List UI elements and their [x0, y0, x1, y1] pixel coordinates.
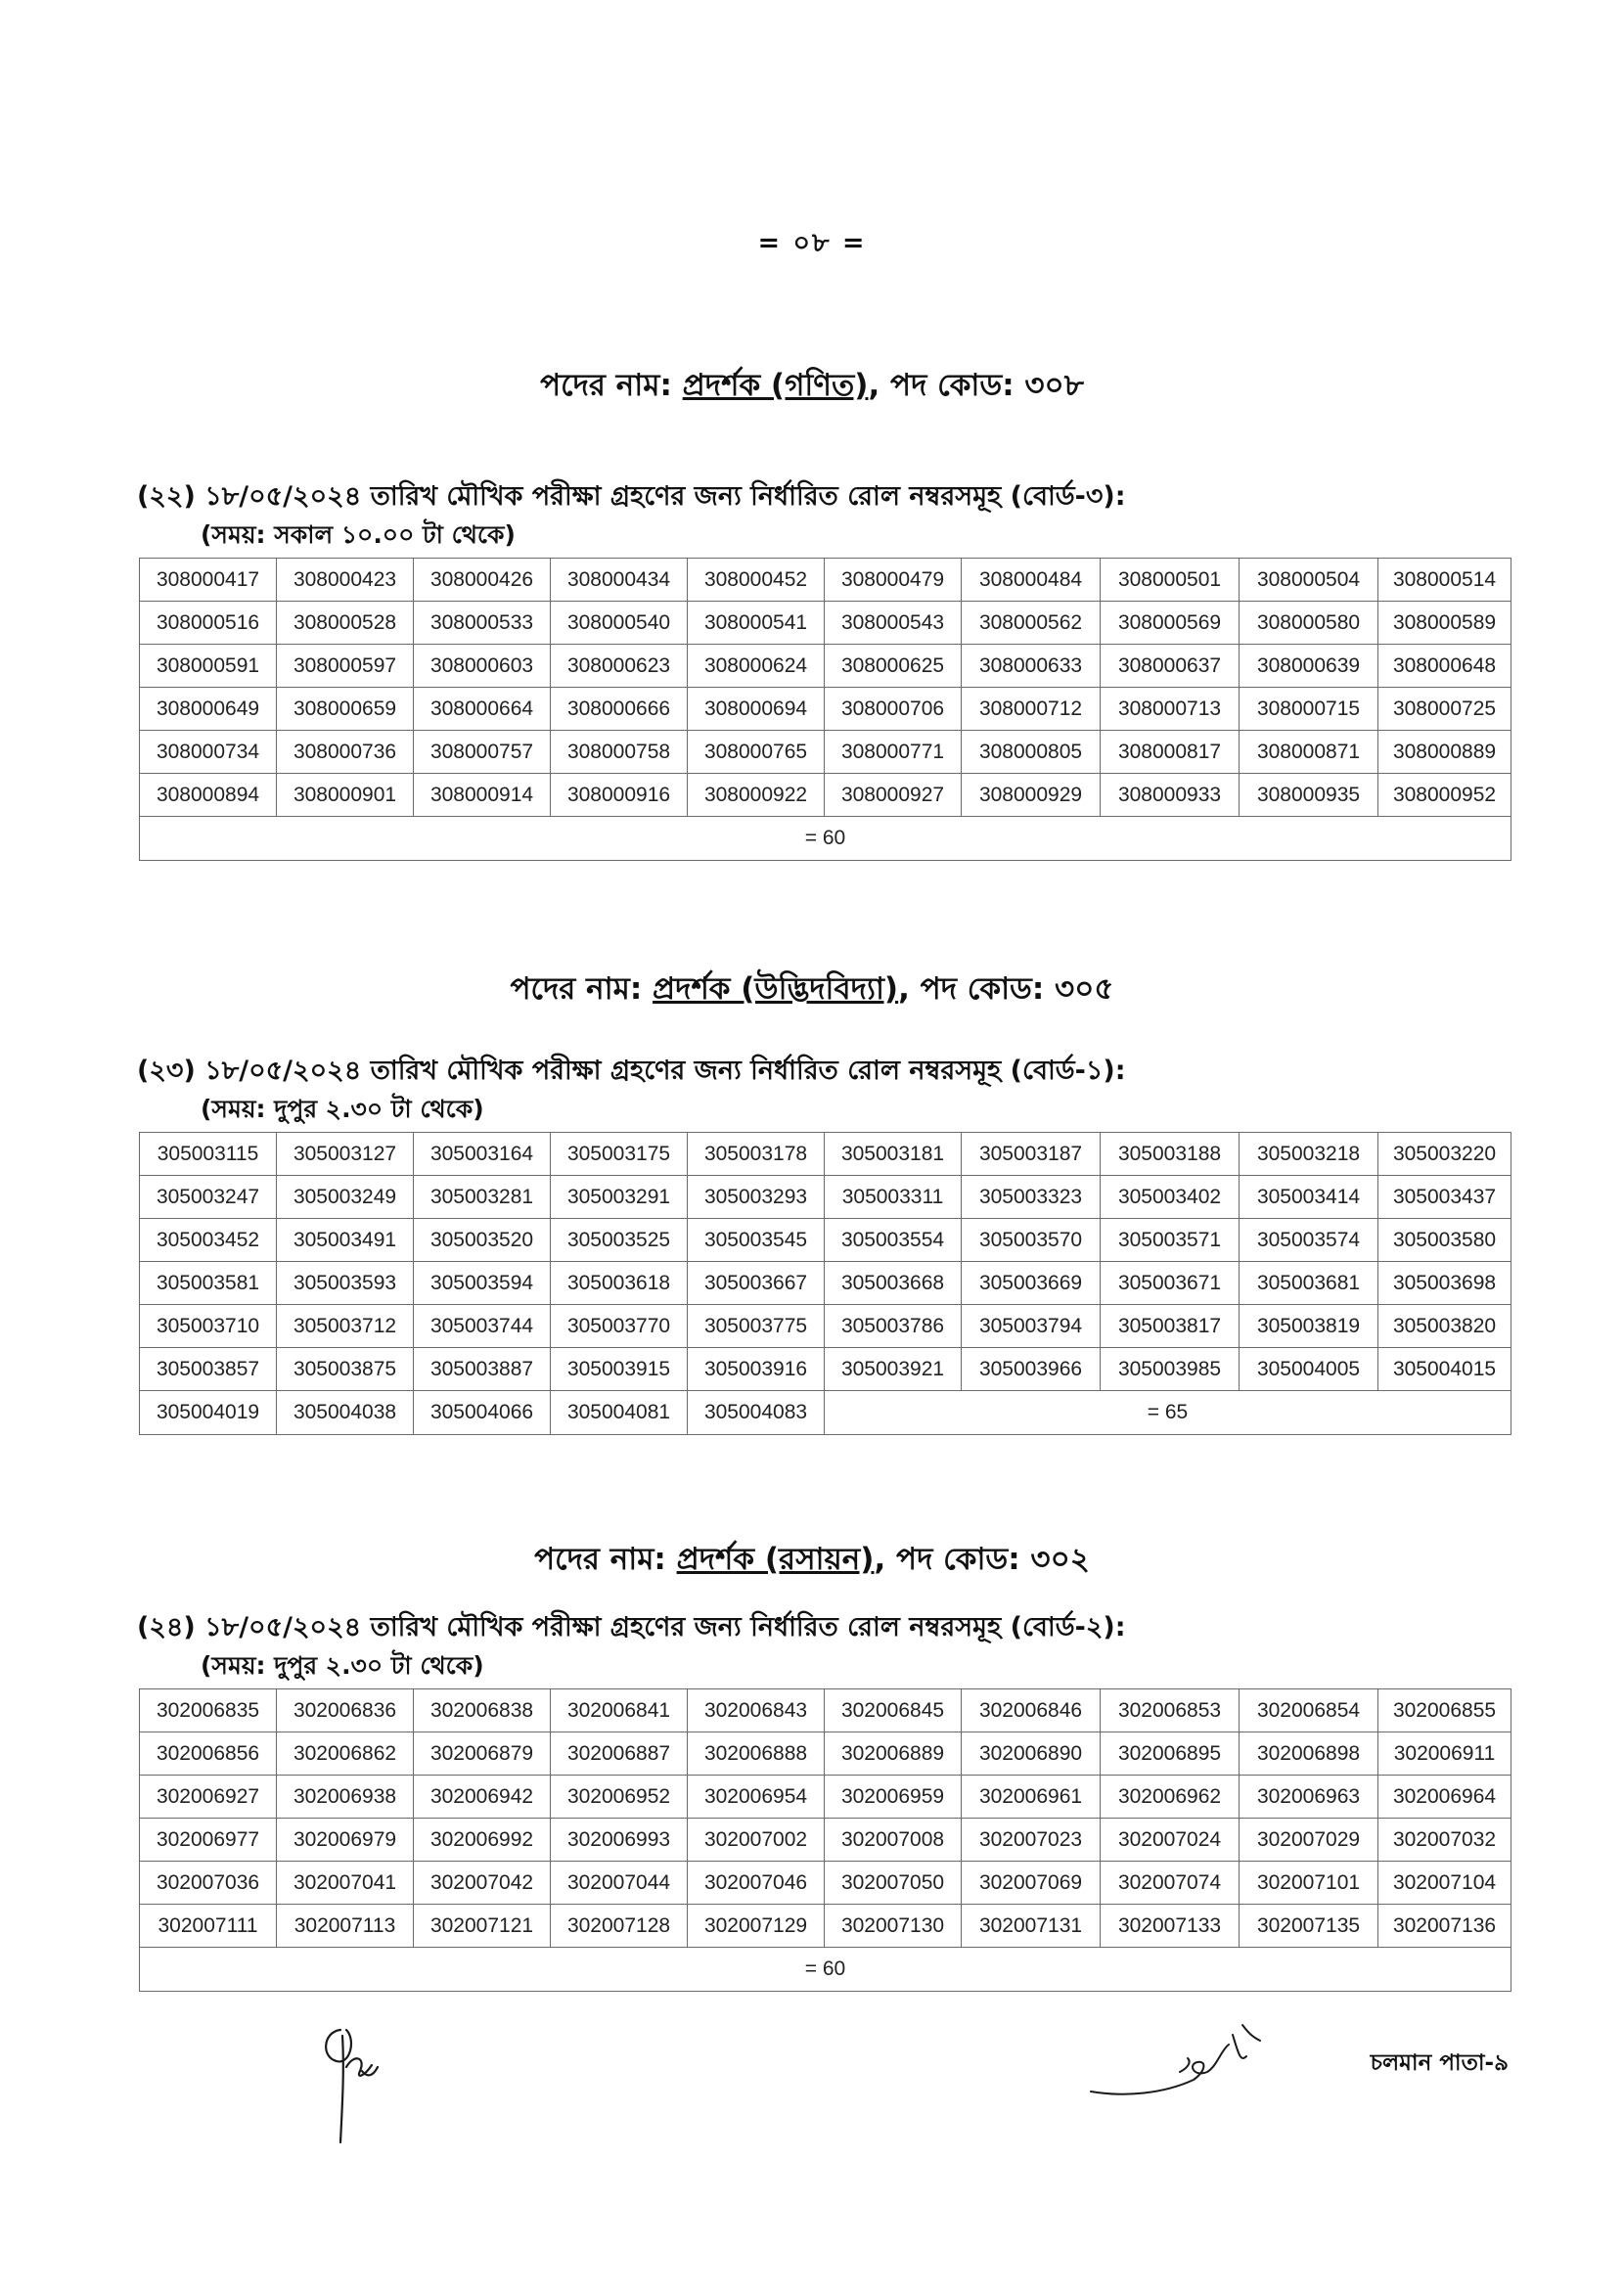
roll-number-cell: 302007029	[1240, 1819, 1378, 1862]
roll-number-cell: 302006895	[1101, 1732, 1240, 1776]
roll-number-cell: 302006889	[825, 1732, 962, 1776]
roll-number-cell: 305003181	[825, 1133, 962, 1176]
roll-number-cell: 308000623	[551, 645, 688, 688]
roll-number-cell: 302006887	[551, 1732, 688, 1776]
post-name: প্রদর্শক (রসায়ন)	[676, 1542, 875, 1577]
roll-number-cell: 302007074	[1101, 1862, 1240, 1905]
roll-number-cell: 308000715	[1240, 688, 1378, 731]
roll-number-cell: 308000540	[551, 602, 688, 645]
roll-number-cell: 308000935	[1240, 774, 1378, 817]
table-row	[140, 559, 1511, 602]
roll-number-cell: 302006846	[962, 1689, 1101, 1732]
roll-number-cell: 308000927	[825, 774, 962, 817]
roll-number-cell: 305003293	[688, 1176, 825, 1219]
roll-number-cell: 302007069	[962, 1862, 1101, 1905]
roll-number-cell: 305003887	[414, 1348, 551, 1391]
roll-number-cell: 308000706	[825, 688, 962, 731]
roll-number-cell: 305003667	[688, 1262, 825, 1305]
roll-number-cell: 305003437	[1378, 1176, 1511, 1219]
post-name: প্রদর্শক (উদ্ভিদবিদ্যা)	[653, 971, 899, 1007]
section-title: (২৪) ১৮/০৫/২০২৪ তারিখ মৌখিক পরীক্ষা গ্রহণের জন্য নির্ধারিত রোল নম্বরসমূহ (বোর্ড-২):	[137, 1612, 1126, 1642]
roll-number-cell: 302007046	[688, 1862, 825, 1905]
roll-number-cell: 305003966	[962, 1348, 1101, 1391]
roll-number-cell: 302006962	[1101, 1776, 1240, 1819]
roll-number-cell: 305003581	[140, 1262, 277, 1305]
roll-number-cell: 302006838	[414, 1689, 551, 1732]
roll-number-cell: 305003744	[414, 1305, 551, 1348]
roll-number-cell: 305003178	[688, 1133, 825, 1176]
roll-number-cell: 308000666	[551, 688, 688, 731]
heading-suffix: , পদ কোড: ৩০২	[874, 1542, 1090, 1577]
roll-number-cell: 305003175	[551, 1133, 688, 1176]
roll-number-cell: 308000633	[962, 645, 1101, 688]
section-title: (২২) ১৮/০৫/২০২৪ তারিখ মৌখিক পরীক্ষা গ্রহণের জন্য নির্ধারিত রোল নম্বরসমূহ (বোর্ড-৩):	[137, 481, 1126, 512]
roll-number-cell: 308000929	[962, 774, 1101, 817]
roll-number-cell: 308000725	[1378, 688, 1511, 731]
signature-right	[1086, 2015, 1272, 2103]
roll-number-cell: 302007042	[414, 1862, 551, 1905]
roll-number-cell: 308000479	[825, 559, 962, 602]
roll-number-cell: 308000713	[1101, 688, 1240, 731]
roll-number-cell: 305003115	[140, 1133, 277, 1176]
roll-number-cell: 308000933	[1101, 774, 1240, 817]
roll-number-cell: 308000562	[962, 602, 1101, 645]
roll-number-cell: 308000694	[688, 688, 825, 731]
roll-number-cell: 302007136	[1378, 1905, 1511, 1948]
roll-number-cell: 308000736	[277, 731, 414, 774]
roll-number-cell: 305003127	[277, 1133, 414, 1176]
roll-number-cell: 305003491	[277, 1219, 414, 1262]
roll-number-cell: 302006879	[414, 1732, 551, 1776]
heading-prefix: পদের নাম:	[510, 971, 654, 1007]
table-row	[140, 1905, 1511, 1948]
roll-number-cell: 305003770	[551, 1305, 688, 1348]
roll-number-cell: 308000603	[414, 645, 551, 688]
roll-number-cell: 305003698	[1378, 1262, 1511, 1305]
roll-number-cell: 308000591	[140, 645, 277, 688]
roll-number-cell: 302006927	[140, 1776, 277, 1819]
post-heading	[0, 1536, 1624, 1587]
roll-number-cell: 302006862	[277, 1732, 414, 1776]
roll-number-cell: 305003247	[140, 1176, 277, 1219]
heading-suffix: , পদ কোড: ৩০৮	[868, 368, 1084, 403]
roll-number-cell: 308000922	[688, 774, 825, 817]
roll-number-cell: 305003580	[1378, 1219, 1511, 1262]
roll-number-cell: 302006836	[277, 1689, 414, 1732]
roll-number-cell: 305003402	[1101, 1176, 1240, 1219]
roll-number-cell: 302006835	[140, 1689, 277, 1732]
heading-prefix: পদের নাম:	[540, 368, 683, 403]
roll-number-cell: 302007002	[688, 1819, 825, 1862]
roll-number-cell: 302006954	[688, 1776, 825, 1819]
roll-number-cell: 308000734	[140, 731, 277, 774]
section-time: (সময়: দুপুর ২.৩০ টা থেকে)	[201, 1651, 484, 1680]
table-row	[140, 1133, 1511, 1176]
roll-number-cell: 302006853	[1101, 1689, 1240, 1732]
roll-number-cell: 305003571	[1101, 1219, 1240, 1262]
roll-number-cell: 302007131	[962, 1905, 1101, 1948]
roll-number-cell: 302007133	[1101, 1905, 1240, 1948]
roll-number-cell: 305003593	[277, 1262, 414, 1305]
roll-number-cell: 302006959	[825, 1776, 962, 1819]
roll-number-cell: 305003668	[825, 1262, 962, 1305]
roll-number-table	[139, 1688, 1511, 1992]
roll-number-cell: 305004083	[688, 1391, 825, 1435]
roll-number-table	[139, 1132, 1511, 1435]
table-row	[140, 1219, 1511, 1262]
roll-number-cell: 308000514	[1378, 559, 1511, 602]
roll-number-cell: 302007129	[688, 1905, 825, 1948]
roll-number-cell: 302007023	[962, 1819, 1101, 1862]
roll-number-cell: 305003915	[551, 1348, 688, 1391]
heading-suffix: , পদ কোড: ৩০৫	[898, 971, 1114, 1007]
roll-number-cell: 302007036	[140, 1862, 277, 1905]
roll-number-cell: 308000501	[1101, 559, 1240, 602]
roll-number-cell: 308000597	[277, 645, 414, 688]
roll-number-cell: 305003669	[962, 1262, 1101, 1305]
table-row	[140, 1348, 1511, 1391]
roll-number-cell: 305003985	[1101, 1348, 1240, 1391]
roll-number-cell: 302006856	[140, 1732, 277, 1776]
roll-number-table	[139, 558, 1511, 861]
roll-number-cell: 308000712	[962, 688, 1101, 731]
roll-number-cell: 308000659	[277, 688, 414, 731]
roll-number-cell: 305003249	[277, 1176, 414, 1219]
roll-number-cell: 302007050	[825, 1862, 962, 1905]
section-title: (২৩) ১৮/০৫/২০২৪ তারিখ মৌখিক পরীক্ষা গ্রহণের জন্য নির্ধারিত রোল নম্বরসমূহ (বোর্ড-১):	[137, 1056, 1126, 1086]
roll-number-cell: 305003857	[140, 1348, 277, 1391]
roll-number-cell: 305003681	[1240, 1262, 1378, 1305]
roll-number-cell: 302006992	[414, 1819, 551, 1862]
roll-number-cell: 308000452	[688, 559, 825, 602]
table-total-row	[140, 1948, 1511, 1992]
roll-number-cell: 302007113	[277, 1905, 414, 1948]
table-row	[140, 688, 1511, 731]
roll-number-cell: 305003281	[414, 1176, 551, 1219]
roll-number-cell: 308000916	[551, 774, 688, 817]
roll-number-cell: 305003786	[825, 1305, 962, 1348]
roll-number-cell: 302007121	[414, 1905, 551, 1948]
roll-number-cell: 305003618	[551, 1262, 688, 1305]
total-count: = 60	[140, 817, 1511, 861]
roll-number-cell: 308000805	[962, 731, 1101, 774]
roll-number-cell: 305003594	[414, 1262, 551, 1305]
post-heading	[0, 362, 1624, 413]
roll-number-cell: 308000765	[688, 731, 825, 774]
roll-number-cell: 305003220	[1378, 1133, 1511, 1176]
roll-number-cell: 308000541	[688, 602, 825, 645]
roll-number-cell: 305003545	[688, 1219, 825, 1262]
table-row	[140, 1732, 1511, 1776]
roll-number-cell: 305003187	[962, 1133, 1101, 1176]
roll-number-cell: 308000426	[414, 559, 551, 602]
roll-number-cell: 302007111	[140, 1905, 277, 1948]
roll-number-cell: 305003452	[140, 1219, 277, 1262]
table-row	[140, 1262, 1511, 1305]
roll-number-cell: 308000516	[140, 602, 277, 645]
roll-number-cell: 308000649	[140, 688, 277, 731]
roll-number-cell: 305003875	[277, 1348, 414, 1391]
roll-number-cell: 305003570	[962, 1219, 1101, 1262]
roll-number-cell: 305004015	[1378, 1348, 1511, 1391]
roll-number-cell: 308000914	[414, 774, 551, 817]
roll-number-cell: 302007008	[825, 1819, 962, 1862]
roll-number-cell: 308000757	[414, 731, 551, 774]
roll-number-cell: 305003817	[1101, 1305, 1240, 1348]
table-row	[140, 1689, 1511, 1732]
roll-number-cell: 302006961	[962, 1776, 1101, 1819]
table-row	[140, 1819, 1511, 1862]
roll-number-cell: 305003554	[825, 1219, 962, 1262]
roll-number-cell: 302007104	[1378, 1862, 1511, 1905]
roll-number-cell: 302006993	[551, 1819, 688, 1862]
roll-number-cell: 305003712	[277, 1305, 414, 1348]
roll-number-cell: 305004038	[277, 1391, 414, 1435]
table-row	[140, 1862, 1511, 1905]
roll-number-cell: 305003520	[414, 1219, 551, 1262]
roll-number-cell: 302007101	[1240, 1862, 1378, 1905]
table-row	[140, 774, 1511, 817]
table-row	[140, 1776, 1511, 1819]
roll-number-cell: 308000901	[277, 774, 414, 817]
roll-number-cell: 302006888	[688, 1732, 825, 1776]
roll-number-cell: 305003164	[414, 1133, 551, 1176]
roll-number-cell: 308000569	[1101, 602, 1240, 645]
table-row	[140, 602, 1511, 645]
roll-number-cell: 302006843	[688, 1689, 825, 1732]
roll-number-cell: 308000639	[1240, 645, 1378, 688]
roll-number-cell: 308000484	[962, 559, 1101, 602]
continue-label: চলমান পাতা-৯	[1370, 2050, 1509, 2076]
roll-number-cell: 308000423	[277, 559, 414, 602]
roll-number-cell: 308000580	[1240, 602, 1378, 645]
table-row	[140, 1305, 1511, 1348]
post-name: প্রদর্শক (গণিত)	[682, 368, 869, 403]
post-heading	[0, 966, 1624, 1016]
roll-number-cell: 308000533	[414, 602, 551, 645]
roll-number-cell: 308000624	[688, 645, 825, 688]
roll-number-cell: 308000817	[1101, 731, 1240, 774]
roll-number-cell: 308000504	[1240, 559, 1378, 602]
roll-number-cell: 302006963	[1240, 1776, 1378, 1819]
roll-number-cell: 308000528	[277, 602, 414, 645]
roll-number-cell: 305003916	[688, 1348, 825, 1391]
roll-number-cell: 308000589	[1378, 602, 1511, 645]
roll-number-cell: 308000417	[140, 559, 277, 602]
roll-number-cell: 305004066	[414, 1391, 551, 1435]
roll-number-cell: 302006855	[1378, 1689, 1511, 1732]
roll-number-cell: 302007128	[551, 1905, 688, 1948]
roll-number-cell: 302006938	[277, 1776, 414, 1819]
section-time: (সময়: সকাল ১০.০০ টা থেকে)	[201, 520, 516, 549]
roll-number-cell: 305003671	[1101, 1262, 1240, 1305]
roll-number-cell: 302006979	[277, 1819, 414, 1862]
roll-number-cell: 308000871	[1240, 731, 1378, 774]
roll-number-cell: 302006964	[1378, 1776, 1511, 1819]
roll-number-cell: 308000771	[825, 731, 962, 774]
roll-number-cell: 308000625	[825, 645, 962, 688]
signature-left	[313, 2010, 391, 2147]
roll-number-cell: 302006952	[551, 1776, 688, 1819]
table-row	[140, 1176, 1511, 1219]
roll-number-cell: 305003323	[962, 1176, 1101, 1219]
roll-number-cell: 302007135	[1240, 1905, 1378, 1948]
roll-number-cell: 302006841	[551, 1689, 688, 1732]
roll-number-cell: 302006911	[1378, 1732, 1511, 1776]
page-number: = ০৮ =	[757, 228, 867, 258]
roll-number-cell: 302006854	[1240, 1689, 1378, 1732]
roll-number-cell: 305003414	[1240, 1176, 1378, 1219]
roll-number-cell: 305004005	[1240, 1348, 1378, 1391]
table-total-row	[140, 817, 1511, 861]
roll-number-cell: 308000434	[551, 559, 688, 602]
roll-number-cell: 308000637	[1101, 645, 1240, 688]
table-total-row	[140, 1391, 1511, 1435]
roll-number-cell: 308000543	[825, 602, 962, 645]
roll-number-cell: 308000889	[1378, 731, 1511, 774]
table-row	[140, 645, 1511, 688]
roll-number-cell: 302006890	[962, 1732, 1101, 1776]
roll-number-cell: 308000952	[1378, 774, 1511, 817]
roll-number-cell: 305003525	[551, 1219, 688, 1262]
roll-number-cell: 305003775	[688, 1305, 825, 1348]
roll-number-cell: 305003188	[1101, 1133, 1240, 1176]
total-count: = 65	[825, 1391, 1511, 1435]
total-count: = 60	[140, 1948, 1511, 1992]
roll-number-cell: 305003820	[1378, 1305, 1511, 1348]
roll-number-cell: 302007024	[1101, 1819, 1240, 1862]
roll-number-cell: 308000894	[140, 774, 277, 817]
roll-number-cell: 305003819	[1240, 1305, 1378, 1348]
roll-number-cell: 305003311	[825, 1176, 962, 1219]
roll-number-cell: 302007130	[825, 1905, 962, 1948]
roll-number-cell: 302006898	[1240, 1732, 1378, 1776]
roll-number-cell: 308000758	[551, 731, 688, 774]
roll-number-cell: 305003574	[1240, 1219, 1378, 1262]
roll-number-cell: 305003218	[1240, 1133, 1378, 1176]
roll-number-cell: 305003291	[551, 1176, 688, 1219]
table-row	[140, 731, 1511, 774]
roll-number-cell: 305003921	[825, 1348, 962, 1391]
roll-number-cell: 302007044	[551, 1862, 688, 1905]
roll-number-cell: 305004019	[140, 1391, 277, 1435]
roll-number-cell: 308000648	[1378, 645, 1511, 688]
roll-number-cell: 302006977	[140, 1819, 277, 1862]
roll-number-cell: 302006845	[825, 1689, 962, 1732]
heading-prefix: পদের নাম:	[534, 1542, 677, 1577]
roll-number-cell: 305003710	[140, 1305, 277, 1348]
roll-number-cell: 305004081	[551, 1391, 688, 1435]
roll-number-cell: 302006942	[414, 1776, 551, 1819]
roll-number-cell: 302007032	[1378, 1819, 1511, 1862]
section-time: (সময়: দুপুর ২.৩০ টা থেকে)	[201, 1095, 484, 1123]
roll-number-cell: 305003794	[962, 1305, 1101, 1348]
roll-number-cell: 302007041	[277, 1862, 414, 1905]
roll-number-cell: 308000664	[414, 688, 551, 731]
